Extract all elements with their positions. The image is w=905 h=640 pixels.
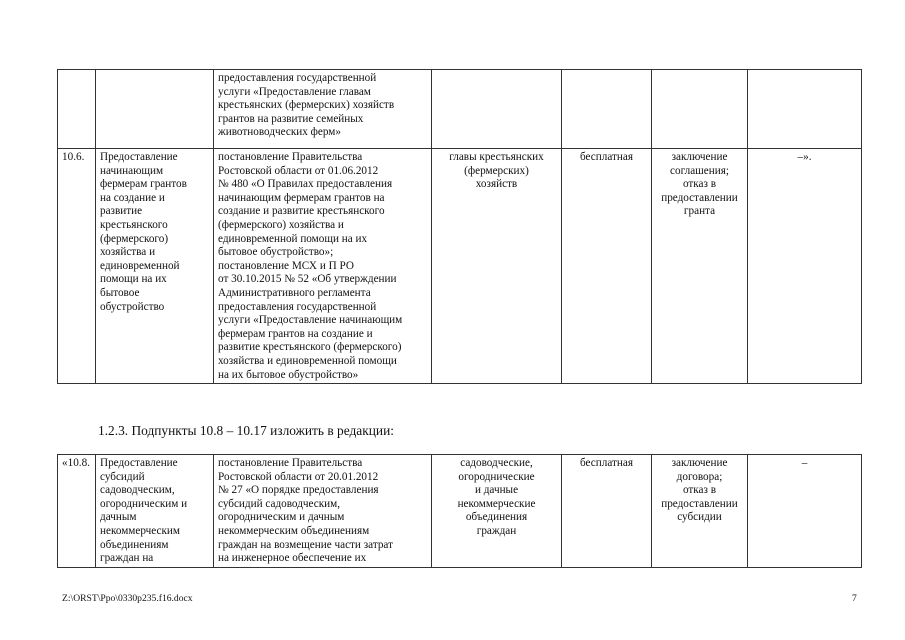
cell-legal-basis: предоставления государственной услуги «Предоставление главам крестьянских (фермерских) хозяйств грантов на развитие семейных животноводческих ферм» [214, 70, 432, 149]
cell-number: «10.8. [58, 455, 96, 568]
cell-cost [562, 70, 652, 149]
cell-recipients [432, 70, 562, 149]
table-row [58, 149, 862, 384]
services-table-bottom [57, 454, 862, 568]
table-row [58, 455, 862, 568]
cell-cost: бесплатная [562, 149, 652, 384]
cell-result: заключение договора; отказ в предоставлении субсидии [652, 455, 748, 568]
cell-service-name [96, 70, 214, 149]
cell-note: –». [748, 149, 862, 384]
table-row [58, 70, 862, 149]
cell-recipients: садоводческие, огороднические и дачные некоммерческие объединения граждан [432, 455, 562, 568]
services-table-top [57, 69, 862, 384]
footer-file-path: Z:\ORST\Ppo\0330p235.f16.docx [62, 593, 193, 604]
cell-service-name: Предоставление начинающим фермерам грантов на создание и развитие крестьянского (фермерского) хозяйства и единовременной помощи на их бытовое обустройство [96, 149, 214, 384]
cell-cost: бесплатная [562, 455, 652, 568]
section-heading: 1.2.3. Подпункты 10.8 – 10.17 изложить в редакции: [98, 423, 394, 438]
cell-recipients: главы крестьянских (фермерских) хозяйств [432, 149, 562, 384]
footer-page-number: 7 [852, 593, 857, 604]
cell-legal-basis: постановление Правительства Ростовской области от 20.01.2012 № 27 «О порядке предоставления субсидий садоводческим, огородническим и дачным некоммерческим объединениям граждан на возмещение части затрат на инженерное обеспечение их [214, 455, 432, 568]
cell-note [748, 70, 862, 149]
cell-number [58, 70, 96, 149]
cell-note: – [748, 455, 862, 568]
cell-legal-basis: постановление Правительства Ростовской области от 01.06.2012 № 480 «О Правилах предоставления начинающим фермерам грантов на создание и развитие крестьянского (фермерского) хозяйства и единовременной помощи на их бытовое обустройство»; постановление МСХ и П РО от 30.10.2015 № 52 «Об утверждении Административного регламента предоставления государственной услуги «Предоставление начинающим фермерам грантов на создание и развитие крестьянского (фермерского) хозяйства и единовременной помощи на их бытовое обустройство» [214, 149, 432, 384]
cell-result [652, 70, 748, 149]
cell-service-name: Предоставление субсидий садоводческим, огородническим и дачным некоммерческим объединениям граждан на [96, 455, 214, 568]
cell-result: заключение соглашения; отказ в предоставлении гранта [652, 149, 748, 384]
cell-number: 10.6. [58, 149, 96, 384]
